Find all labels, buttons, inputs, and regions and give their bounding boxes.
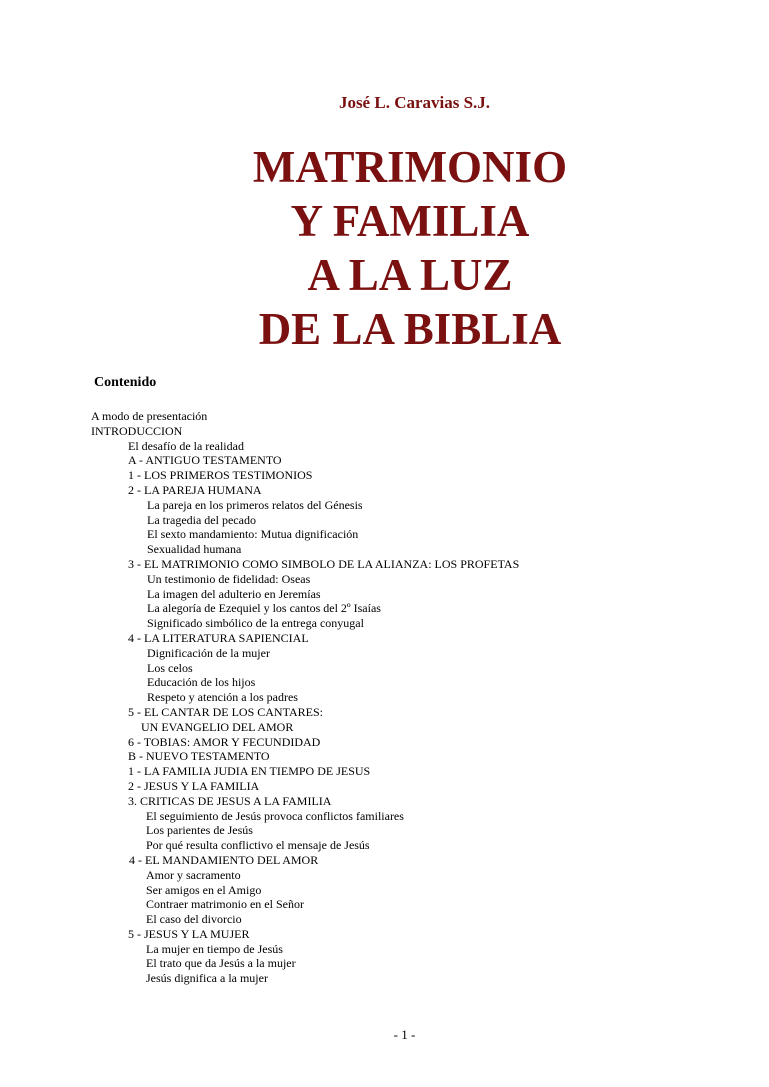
toc-entry: 4 - EL MANDAMIENTO DEL AMOR [129, 852, 319, 867]
toc-entry: El sexto mandamiento: Mutua dignificación [147, 527, 359, 542]
title-line-2: Y FAMILIA [290, 196, 530, 246]
title-line-1: MATRIMONIO [252, 142, 568, 192]
toc-entry: Significado simbólico de la entrega conyugal [147, 616, 364, 631]
toc-entry: 2 - LA PAREJA HUMANA [128, 482, 262, 497]
contents-heading: Contenido [94, 375, 157, 390]
author-name: José L. Caravias S.J. [338, 93, 491, 112]
page-number: - 1 - [393, 1027, 416, 1042]
toc-entry: 1 - LOS PRIMEROS TESTIMONIOS [128, 468, 313, 483]
toc-entry: El desafío de la realidad [128, 438, 244, 453]
toc-entry: 6 - TOBIAS: AMOR Y FECUNDIDAD [128, 734, 321, 749]
toc-entry: La imagen del adulterio en Jeremías [147, 586, 321, 601]
toc-entry: 3 - EL MATRIMONIO COMO SIMBOLO DE LA ALIANZA: LOS PROFETAS [128, 556, 520, 571]
toc-entry: Los celos [147, 660, 193, 675]
toc-entry: 3. CRITICAS DE JESUS A LA FAMILIA [128, 793, 332, 808]
toc-entry: Sexualidad humana [147, 542, 242, 557]
toc-entry: Ser amigos en el Amigo [146, 882, 262, 897]
toc-entry: 5 - JESUS Y LA MUJER [128, 926, 250, 941]
toc-entry: INTRODUCCION [91, 423, 183, 438]
toc-entry: Jesús dignifica a la mujer [146, 971, 268, 986]
toc-entry: 1 - LA FAMILIA JUDIA EN TIEMPO DE JESUS [128, 764, 371, 779]
toc-entry: A - ANTIGUO TESTAMENTO [128, 453, 282, 468]
toc-entry: 5 - EL CANTAR DE LOS CANTARES: [128, 704, 323, 719]
toc-entry: UN EVANGELIO DEL AMOR [141, 719, 294, 734]
title-line-3: A LA LUZ [307, 250, 513, 300]
toc-entry: El caso del divorcio [146, 912, 242, 927]
toc-entry: Contraer matrimonio en el Señor [146, 897, 304, 912]
toc-entry: A modo de presentación [91, 409, 208, 423]
toc-entry: Un testimonio de fidelidad: Oseas [147, 571, 311, 586]
toc-entry: Respeto y atención a los padres [147, 690, 298, 705]
toc-entry: 4 - LA LITERATURA SAPIENCIAL [128, 630, 309, 645]
toc-entry: Por qué resulta conflictivo el mensaje de Jesús [146, 838, 370, 853]
toc-entry: El seguimiento de Jesús provoca conflictos familiares [146, 808, 404, 823]
toc-entry: Dignificación de la mujer [147, 645, 270, 660]
toc-entry: B - NUEVO TESTAMENTO [128, 749, 270, 764]
toc-entry: La alegoría de Ezequiel y los cantos del 2º Isaías [147, 601, 381, 616]
toc-entry: La pareja en los primeros relatos del Génesis [147, 497, 363, 512]
title-line-4: DE LA BIBLIA [258, 304, 562, 354]
toc-entry: 2 - JESUS Y LA FAMILIA [128, 778, 260, 793]
toc-entry: El trato que da Jesús a la mujer [146, 956, 296, 971]
table-of-contents [91, 409, 731, 986]
toc-entry: Los parientes de Jesús [146, 823, 253, 838]
toc-entry: La tragedia del pecado [147, 512, 256, 527]
toc-entry: La mujer en tiempo de Jesús [146, 941, 283, 956]
book-title [200, 140, 620, 356]
toc-entry: Educación de los hijos [147, 675, 256, 690]
toc-entry: Amor y sacramento [146, 867, 241, 882]
